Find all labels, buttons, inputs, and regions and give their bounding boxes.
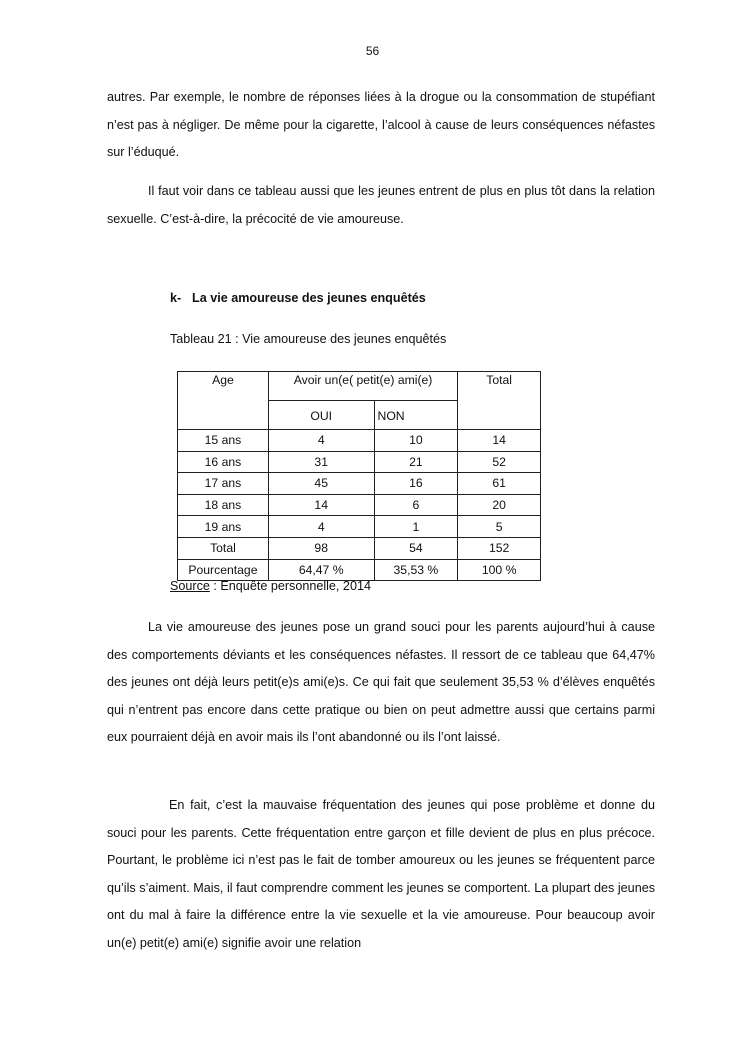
cell-oui: 14 [268, 494, 374, 516]
cell-age: 16 ans [178, 451, 269, 473]
header-oui: OUI [268, 401, 374, 430]
table-row [178, 516, 541, 538]
section-heading [170, 291, 426, 305]
paragraph-4: En fait, c’est la mauvaise fréquentation des jeunes qui pose problème et donne du souci pour les parents. Cette fréquentation entre garçon et fille devient de plus en plus précoce. Pourtant, le problème ici n’est pas le fait de tomber amoureux ou les jeunes se fréquentent parce qu’ils s’aiment. Mais, il faut comprendre comment les jeunes se comportent. La plupart des jeunes ont du mal à faire la différence entre la vie sexuelle et la vie amoureuse. Pour beaucoup avoir un(e) petit(e) ami(e) signifie avoir une relation [107, 798, 655, 950]
header-total: Total [458, 372, 541, 430]
cell-non: 21 [374, 451, 458, 473]
cell-total: 52 [458, 451, 541, 473]
cell-non: 10 [374, 430, 458, 452]
paragraph-3: La vie amoureuse des jeunes pose un grand souci pour les parents aujourd’hui à cause des comportements déviants et les conséquences néfastes. Il ressort de ce tableau que 64,47% des jeunes ont déjà leurs petit(e)s ami(e)s. Ce qui fait que seulement 35,53 % d’élèves enquêtés qui n’entrent pas encore dans cette pratique ou bien on peut admettre aussi que certains parmi eux pourraient déjà en avoir mais ils l’ont abandonné ou ils l’ont laissé. [107, 620, 655, 744]
paragraph-2: Il faut voir dans ce tableau aussi que les jeunes entrent de plus en plus tôt dans la relation sexuelle. C’est-à-dire, la précocité de vie amoureuse. [107, 184, 655, 226]
cell-oui: 4 [268, 516, 374, 538]
cell-age: 19 ans [178, 516, 269, 538]
table-source [170, 579, 371, 593]
cell-total: 20 [458, 494, 541, 516]
source-text: : Enquête personnelle, 2014 [209, 579, 371, 593]
cell-total: 61 [458, 473, 541, 495]
cell-oui: 98 [268, 537, 374, 559]
page-number: 56 [365, 44, 380, 58]
table-row [178, 430, 541, 452]
cell-age: 17 ans [178, 473, 269, 495]
table-row [178, 451, 541, 473]
paragraph-1: autres. Par exemple, le nombre de réponses liées à la drogue ou la consommation de stupéfiant n’est pas à négliger. De même pour la cigarette, l’alcool à cause de leurs conséquences néfastes sur l’éduqué. [107, 90, 655, 159]
header-group: Avoir un(e( petit(e) ami(e) [268, 372, 457, 401]
section-marker: k- [170, 291, 182, 305]
cell-age: 15 ans [178, 430, 269, 452]
section-title: La vie amoureuse des jeunes enquêtés [192, 291, 426, 305]
cell-oui: 31 [268, 451, 374, 473]
header-non: NON [374, 401, 458, 430]
table-header-row [178, 372, 541, 401]
cell-non: 6 [374, 494, 458, 516]
cell-total: 14 [458, 430, 541, 452]
table-row [178, 473, 541, 495]
cell-total: 5 [458, 516, 541, 538]
table-caption: Tableau 21 : Vie amoureuse des jeunes enquêtés [170, 332, 447, 346]
cell-non: 16 [374, 473, 458, 495]
source-label: Source [170, 579, 210, 593]
cell-age: 18 ans [178, 494, 269, 516]
table-row [178, 559, 541, 581]
data-table [177, 371, 541, 581]
cell-total: 100 % [458, 559, 541, 581]
cell-non: 35,53 % [374, 559, 458, 581]
table-row [178, 494, 541, 516]
cell-oui: 64,47 % [268, 559, 374, 581]
header-age: Age [178, 372, 269, 430]
cell-total: 152 [458, 537, 541, 559]
cell-oui: 4 [268, 430, 374, 452]
cell-age: Total [178, 537, 269, 559]
table-row [178, 537, 541, 559]
cell-age: Pourcentage [178, 559, 269, 581]
cell-non: 1 [374, 516, 458, 538]
cell-non: 54 [374, 537, 458, 559]
cell-oui: 45 [268, 473, 374, 495]
